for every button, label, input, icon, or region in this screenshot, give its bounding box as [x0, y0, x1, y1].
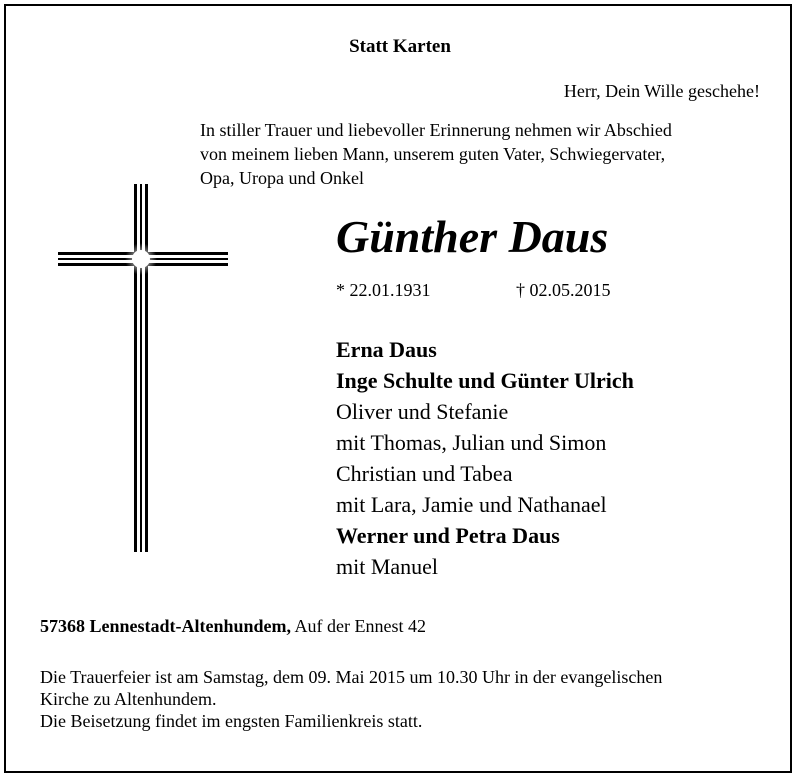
intro-text	[200, 118, 672, 190]
address	[40, 616, 426, 637]
family-line: mit Thomas, Julian und Simon	[336, 430, 607, 455]
address-street: Auf der Ennest 42	[294, 616, 427, 636]
family-list	[336, 334, 634, 582]
family-line: Inge Schulte und Günter Ulrich	[336, 368, 634, 393]
address-place: 57368 Lennestadt-Altenhundem,	[40, 616, 292, 636]
death-date: † 02.05.2015	[516, 280, 611, 300]
family-line: Erna Daus	[336, 337, 437, 362]
family-line: Werner und Petra Daus	[336, 523, 560, 548]
birth-date: * 22.01.1931	[336, 280, 431, 300]
intro-line: In stiller Trauer und liebevoller Erinnerung nehmen wir Abschied	[200, 120, 672, 140]
intro-line: Opa, Uropa und Onkel	[200, 168, 364, 188]
ceremony-line: Die Trauerfeier ist am Samstag, dem 09. Mai 2015 um 10.30 Uhr in der evangelischen	[40, 667, 663, 687]
ceremony-text	[40, 666, 662, 732]
header-title: Statt Karten	[349, 36, 451, 57]
family-line: mit Lara, Jamie und Nathanael	[336, 492, 607, 517]
cross-icon	[56, 180, 236, 560]
family-line: Christian und Tabea	[336, 461, 513, 486]
ceremony-line: Die Beisetzung findet im engsten Familienkreis statt.	[40, 711, 423, 731]
family-line: Oliver und Stefanie	[336, 399, 509, 424]
family-line: mit Manuel	[336, 554, 439, 579]
ceremony-line: Kirche zu Altenhundem.	[40, 689, 217, 709]
motto: Herr, Dein Wille geschehe!	[563, 81, 760, 101]
deceased-name: Günther Daus	[336, 211, 609, 262]
intro-line: von meinem lieben Mann, unserem guten Vater, Schwiegervater,	[200, 144, 666, 164]
